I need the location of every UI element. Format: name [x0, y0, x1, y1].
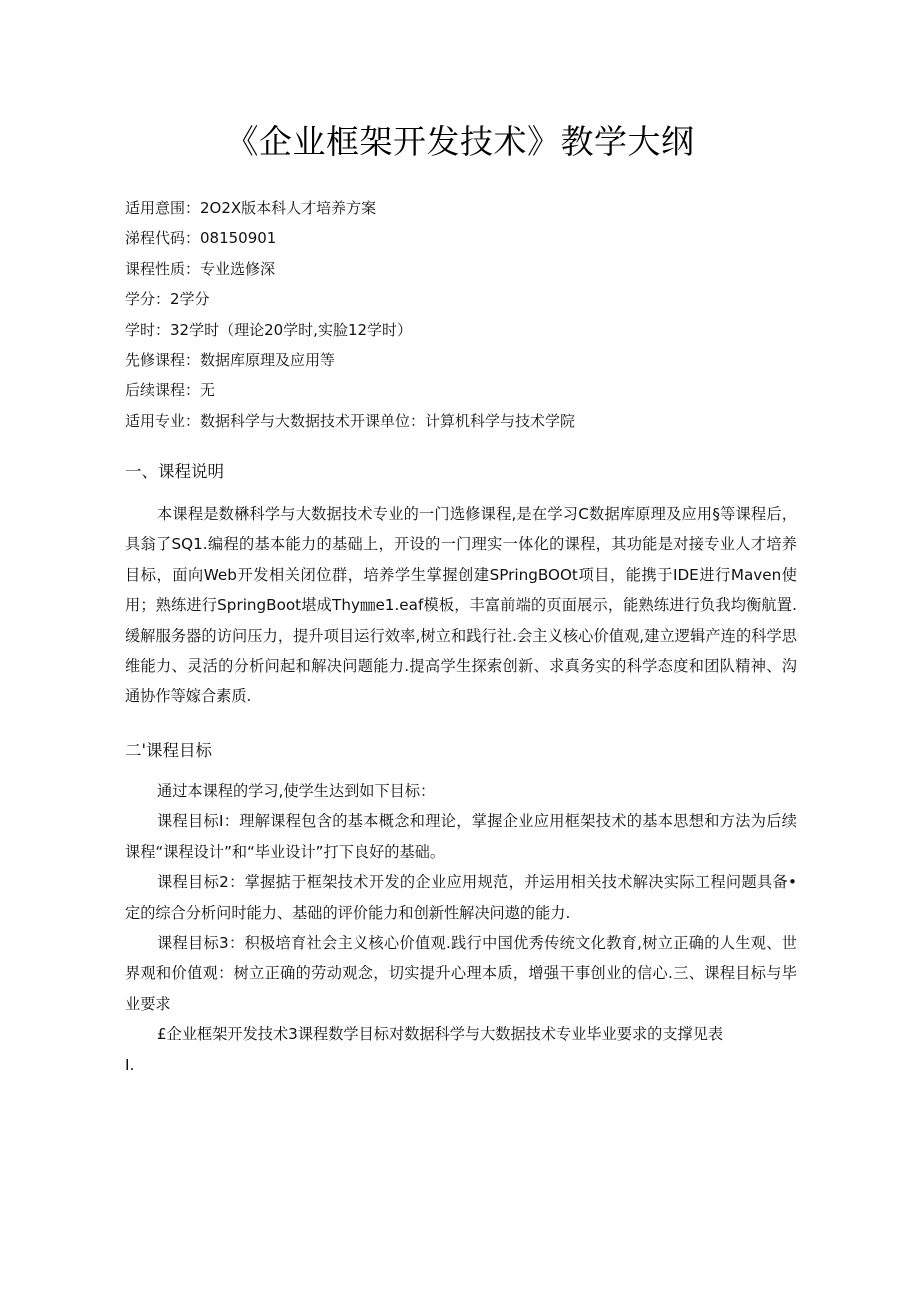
- course-info-list: [125, 197, 825, 440]
- course-goals-intro: 通过本课程的学习,使学生达到如下目标：: [157, 782, 436, 800]
- course-goals-body: [125, 776, 797, 1080]
- course-goal-3: 课程目标3：积极培育社会主义核心价值观.践行中国优秀传统文化教育,树立正确的人生观、世界观和价值观：树立正确的劳动观念，切实提升心理本质，增强干事创业的信心.三、课程目标与毕业要求: [125, 934, 797, 1013]
- course-info-major-unit: 适用专业：数据科学与大数据技术开课单位：计算机科学与技术学院: [125, 411, 576, 430]
- table-intro-text: £企业框架开发技术3课程数学目标对数据科学与大数据技术专业毕业要求的支撑见表: [157, 1025, 724, 1044]
- course-info-hours: 学时：32学时（理论20学时,实脸12学时）: [125, 320, 413, 339]
- course-goal-1: 课程目标I：理解课程包含的基本概念和理论，掌握企业应用框架技术的基本思想和方法为后续课程“课程设计”和“毕业设计”打下良好的基础。: [125, 812, 797, 861]
- course-info-prerequisites: 先修课程：数据库原理及应用等: [125, 350, 336, 369]
- document-title: 《企业框架开发技术》教学大纲: [225, 122, 695, 161]
- course-info-credits: 学分：2学分: [125, 290, 210, 309]
- course-goal-2: 课程目标2：掌握掂于框架技术开发的企业应用规范，并运用相关技术解决实际工程问题具备•定的综合分析问时能力、基础的评价能力和创新性解决问遨的能力.: [125, 873, 797, 922]
- course-description-body: [125, 499, 797, 712]
- section-heading-course-description: 一、课程说明: [125, 462, 224, 481]
- course-description-paragraph: 本课程是数楙科学与大数据技术专业的一门选修课程,是在学习C数据库原理及应用§等课程后，具翁了SQ1.编程的基本能力的基础上，开设的一门理实一体化的课程，其功能是对接专业人才培养目标，面向Web开发相关闭位群，培养学生掌握创建SPringBOOt项目，能携于IDE进行Maven使用；熟练进行SpringBoot堪成Thy㎜e1.eaf模板，丰富前端的页面展示，能熟练进行负我均衡航置.缓解服务器的访问压力，提升项目运行效率,树立和践行社.会主义核心价值观,建立逻辑产连的科学思维能力、灵活的分析问起和解决问题能力.提高学生探索创新、求真务实的科学态度和团队精神、沟通协作等嫁合素质.: [125, 505, 797, 706]
- course-info-followup: 后续课程：无: [125, 381, 216, 400]
- table-reference: I.: [125, 1055, 135, 1074]
- course-info-code: 涕程代码：08150901: [125, 229, 277, 248]
- course-info-applicable-plan: 适用意围：2O2X版本科人才培养方案: [125, 199, 377, 217]
- section-heading-course-goals: 二'课程目标: [125, 741, 213, 760]
- course-info-nature: 课程性质：专业选修深: [125, 259, 276, 278]
